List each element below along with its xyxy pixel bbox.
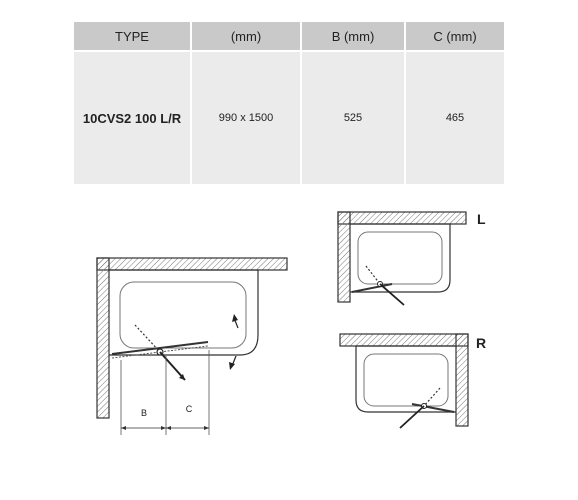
- header-c: C (mm): [404, 22, 504, 50]
- cell-b: 525: [300, 52, 404, 184]
- left-panel-line: [380, 284, 404, 305]
- main-wall-top: [97, 258, 287, 270]
- right-panel-line: [400, 406, 424, 428]
- dim-arrow-b-left: [121, 426, 126, 430]
- main-move-arrowhead-up: [232, 314, 238, 322]
- left-version-drawing: [338, 211, 486, 305]
- left-swing-dashed: [366, 266, 380, 284]
- main-drawing: [97, 258, 287, 435]
- header-size: (mm): [190, 22, 300, 50]
- right-wall-top: [340, 334, 468, 346]
- dim-arrow-c-left: [166, 426, 171, 430]
- left-screen-rail: [352, 284, 392, 292]
- main-wall-left: [97, 258, 109, 418]
- right-bathtub-inner: [364, 354, 448, 406]
- header-b: B (mm): [300, 22, 404, 50]
- main-move-arrowhead-down: [229, 362, 235, 370]
- dim-label-c: C: [185, 404, 193, 414]
- left-wall-top: [338, 212, 466, 224]
- left-bathtub-inner: [358, 232, 442, 284]
- right-swing-dashed: [424, 388, 440, 406]
- left-label: L: [477, 211, 486, 227]
- cell-type: 10CVS2 100 L/R: [82, 110, 182, 126]
- header-type: TYPE: [115, 28, 149, 44]
- dim-arrow-b-right: [161, 426, 166, 430]
- dim-arrow-c-right: [204, 426, 209, 430]
- right-wall-right: [456, 334, 468, 426]
- main-bathtub-inner: [120, 282, 246, 348]
- right-bathtub-outer: [356, 346, 456, 412]
- right-label: R: [476, 335, 487, 351]
- left-wall-left: [338, 212, 350, 302]
- dim-label-b: B: [140, 408, 148, 418]
- cell-size: 990 x 1500: [190, 52, 300, 184]
- left-bathtub-outer: [350, 224, 450, 292]
- cell-c: 465: [404, 52, 504, 184]
- right-version-drawing: [340, 334, 486, 428]
